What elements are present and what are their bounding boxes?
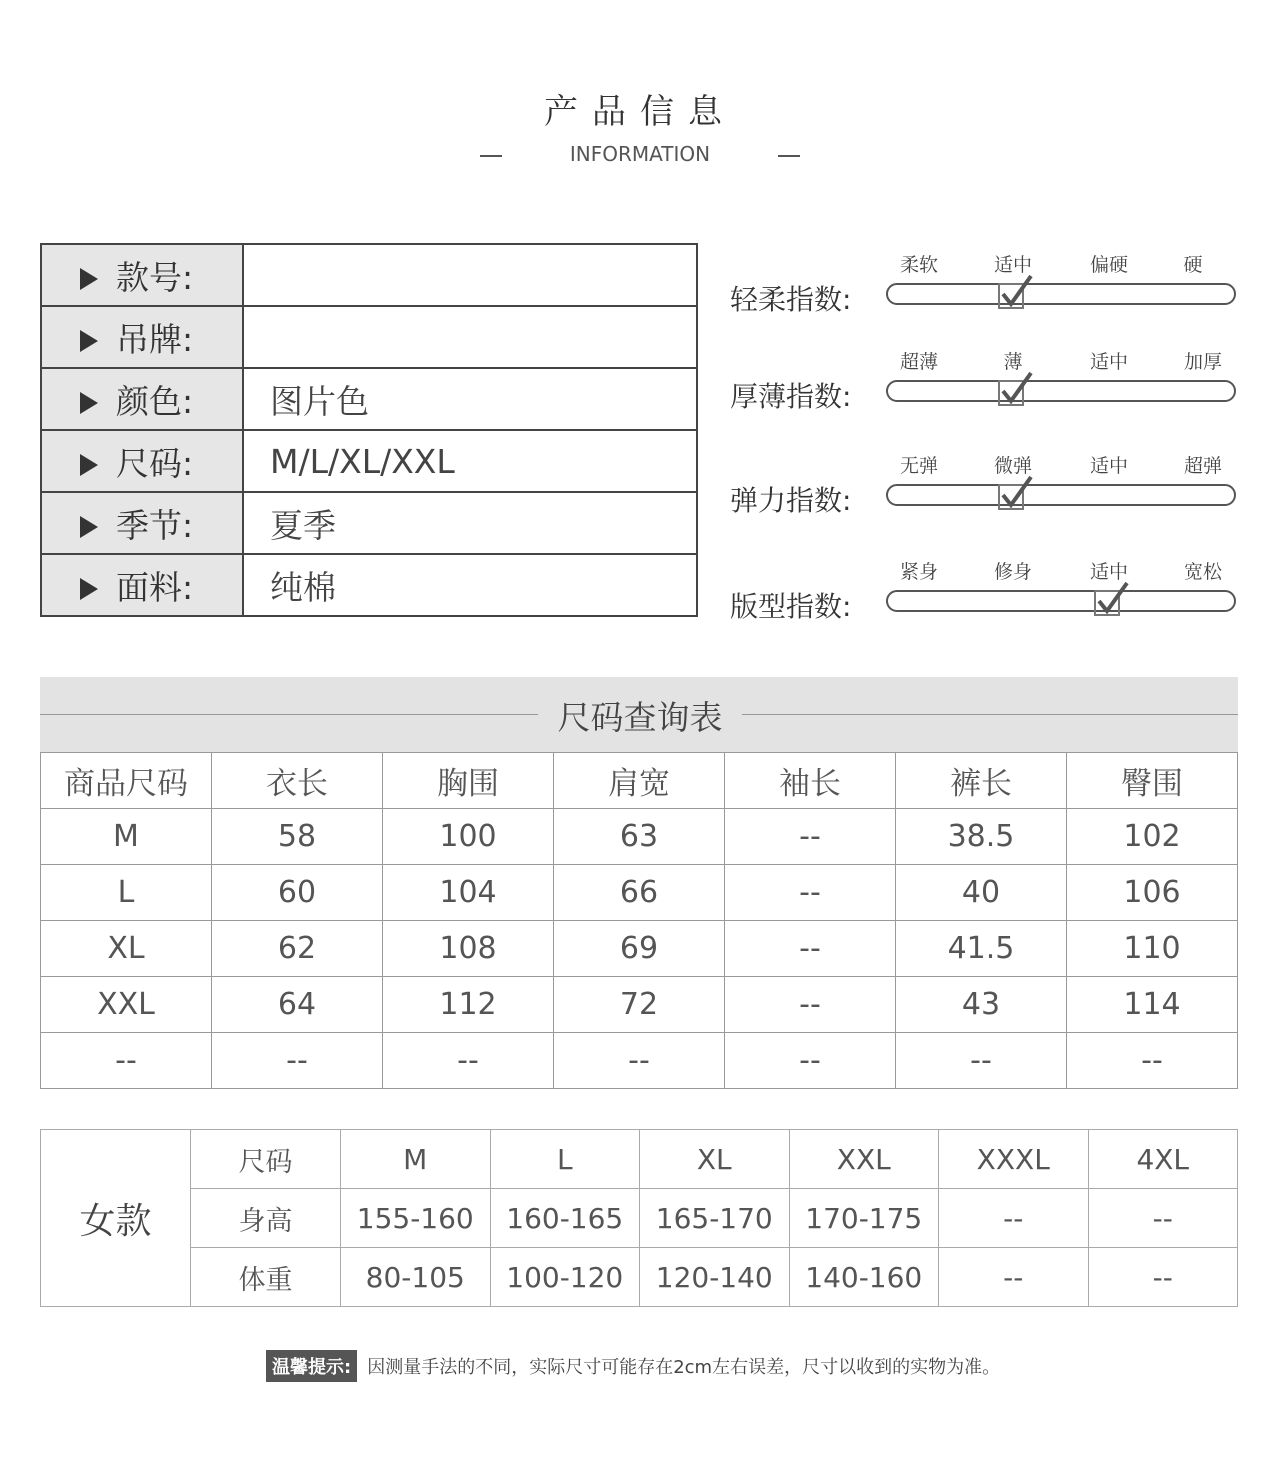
elasticity-index-track [886,484,1236,506]
index-option: 薄 [1003,351,1023,373]
info-row [41,430,697,492]
triangle-bullet-icon [80,578,98,600]
table-cell: -- [1088,1189,1238,1248]
info-label-cell [41,244,243,306]
table-cell: 63 [554,809,725,865]
info-value: M/L/XL/XXL [243,430,697,492]
table-cell: -- [1088,1248,1238,1307]
table-cell: XXL [789,1130,939,1189]
index-option: 无弹 [899,455,938,477]
page-subtitle: INFORMATION [569,142,711,166]
check-icon [997,274,1035,310]
info-label-cell [41,368,243,430]
page-title: 产品信息 [544,92,736,132]
row-label: 尺码 [191,1130,341,1189]
info-label: 颜色: [116,381,194,421]
info-row [41,554,697,616]
check-icon [997,475,1035,511]
column-header: 袖长 [725,753,896,809]
row-label: 体重 [191,1248,341,1307]
size-chart-table [40,752,1238,1089]
index-option: 硬 [1183,254,1203,276]
column-header: 衣长 [212,753,383,809]
table-cell: 41.5 [896,921,1067,977]
check-icon [1093,581,1131,617]
index-option: 加厚 [1183,351,1222,373]
fit-index-track [886,590,1236,612]
info-row [41,244,697,306]
table-cell: -- [725,921,896,977]
triangle-bullet-icon [80,330,98,352]
info-label: 款号: [116,257,194,297]
elasticity-index-label: 弹力指数: [730,484,852,517]
triangle-bullet-icon [80,454,98,476]
index-option: 紧身 [899,561,938,583]
table-cell: -- [896,1033,1067,1089]
index-option: 适中 [1089,351,1128,373]
table-cell: 38.5 [896,809,1067,865]
info-label: 面料: [116,567,194,607]
triangle-bullet-icon [80,392,98,414]
product-info-table [40,243,698,617]
info-row [41,306,697,368]
info-label-cell [41,492,243,554]
table-row [41,1130,1238,1189]
triangle-bullet-icon [80,516,98,538]
index-option: 修身 [993,561,1032,583]
table-cell: 64 [212,977,383,1033]
index-option: 适中 [993,254,1032,276]
table-row [41,1033,1238,1089]
table-cell: -- [41,1033,212,1089]
index-option: 宽松 [1183,561,1222,583]
table-row [41,1189,1238,1248]
table-cell: 114 [1067,977,1238,1033]
info-row [41,492,697,554]
table-cell: 140-160 [789,1248,939,1307]
table-row [41,1248,1238,1307]
column-header: 裤长 [896,753,1067,809]
info-value: 夏季 [243,492,697,554]
table-row [41,865,1238,921]
table-cell: -- [725,977,896,1033]
fit-index-label: 版型指数: [730,590,852,623]
tip-note [266,1350,1000,1382]
info-label: 季节: [116,505,194,545]
tip-badge: 温馨提示: [266,1350,357,1382]
table-cell: 66 [554,865,725,921]
table-cell: -- [1067,1033,1238,1089]
info-value [243,244,697,306]
table-cell: -- [725,1033,896,1089]
index-option: 微弹 [993,455,1032,477]
table-cell: -- [939,1248,1089,1307]
table-cell: -- [554,1033,725,1089]
women-size-table [40,1129,1238,1307]
table-cell: 69 [554,921,725,977]
table-row [41,977,1238,1033]
tip-text: 因测量手法的不同，实际尺寸可能存在2cm左右误差，尺寸以收到的实物为准。 [367,1357,1001,1378]
table-cell: XXXL [939,1130,1089,1189]
table-cell: 43 [896,977,1067,1033]
index-option: 超薄 [899,351,938,373]
info-value: 图片色 [243,368,697,430]
subtitle-dash-right [778,155,800,157]
table-row [41,809,1238,865]
index-option: 柔软 [899,254,938,276]
info-label-cell [41,430,243,492]
table-row [41,921,1238,977]
table-cell: 72 [554,977,725,1033]
table-cell: M [41,809,212,865]
index-option: 适中 [1089,455,1128,477]
table-cell: XXL [41,977,212,1033]
table-cell: 106 [1067,865,1238,921]
size-chart-header-row [41,753,1238,809]
table-cell: 170-175 [789,1189,939,1248]
table-cell: 40 [896,865,1067,921]
table-cell: 165-170 [640,1189,790,1248]
index-option: 适中 [1089,561,1128,583]
triangle-bullet-icon [80,268,98,290]
softness-index-label: 轻柔指数: [730,283,852,316]
table-cell: 102 [1067,809,1238,865]
column-header: 肩宽 [554,753,725,809]
column-header: 胸围 [383,753,554,809]
table-cell: 160-165 [490,1189,640,1248]
table-cell: 120-140 [640,1248,790,1307]
table-cell: -- [725,865,896,921]
info-label-cell [41,554,243,616]
table-cell: 80-105 [341,1248,491,1307]
info-label: 尺码: [116,443,194,483]
column-header: 臀围 [1067,753,1238,809]
column-header: 商品尺码 [41,753,212,809]
info-label: 吊牌: [116,319,194,359]
table-cell: 110 [1067,921,1238,977]
size-chart-title: 尺码查询表 [557,698,723,737]
index-option: 偏硬 [1089,254,1128,276]
table-cell: -- [725,809,896,865]
table-cell: L [41,865,212,921]
index-option: 超弹 [1183,455,1222,477]
table-cell: L [490,1130,640,1189]
thickness-index-label: 厚薄指数: [730,380,852,413]
table-cell: 155-160 [341,1189,491,1248]
row-label: 身高 [191,1189,341,1248]
info-label-cell [41,306,243,368]
women-label: 女款 [41,1130,191,1307]
table-cell: 108 [383,921,554,977]
table-cell: XL [640,1130,790,1189]
table-cell: 100-120 [490,1248,640,1307]
info-row [41,368,697,430]
info-value: 纯棉 [243,554,697,616]
thickness-index-track [886,380,1236,402]
table-cell: -- [939,1189,1089,1248]
table-cell: 104 [383,865,554,921]
softness-index-track [886,283,1236,305]
table-cell: XL [41,921,212,977]
table-cell: 62 [212,921,383,977]
table-cell: 58 [212,809,383,865]
table-cell: 112 [383,977,554,1033]
table-cell: 4XL [1088,1130,1238,1189]
info-value [243,306,697,368]
check-icon [997,371,1035,407]
table-cell: M [341,1130,491,1189]
table-cell: -- [383,1033,554,1089]
table-cell: 60 [212,865,383,921]
table-cell: 100 [383,809,554,865]
table-cell: -- [212,1033,383,1089]
